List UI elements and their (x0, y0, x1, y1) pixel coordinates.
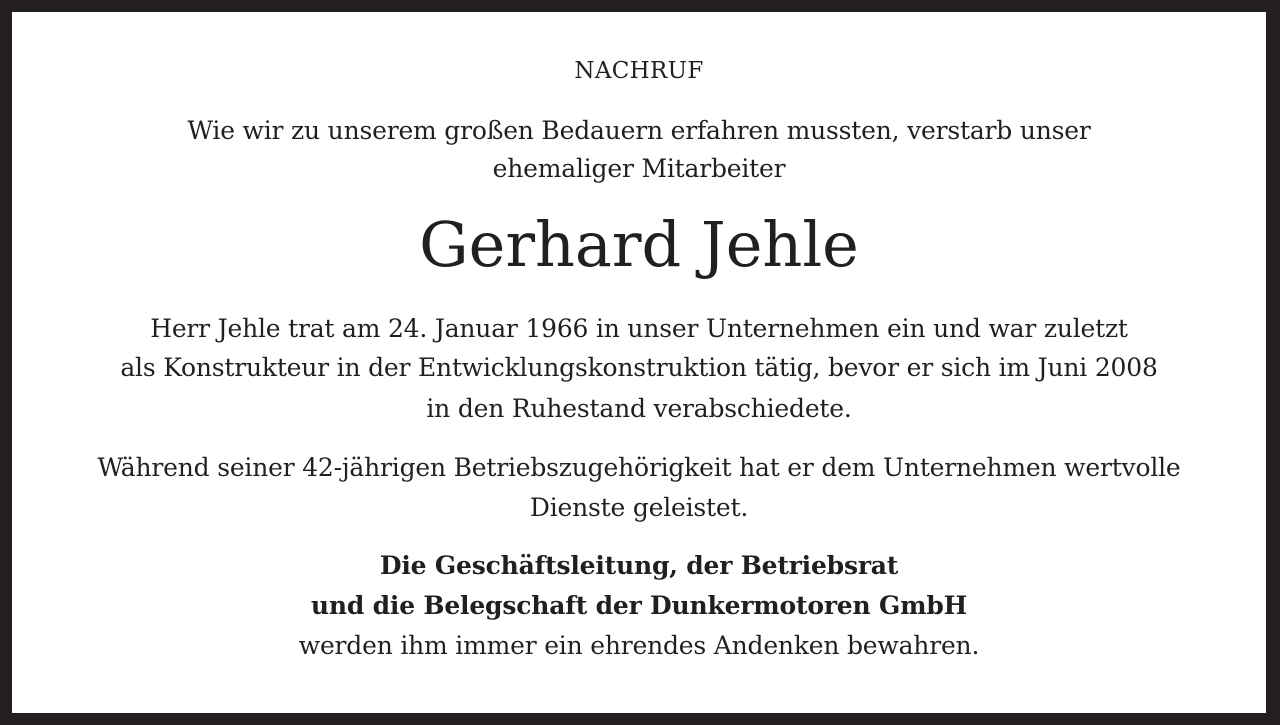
deceased-name: Gerhard Jehle (419, 208, 859, 281)
career-line-1: Herr Jehle trat am 24. Januar 1966 in unser Unternehmen ein und war zuletzt (150, 314, 1128, 343)
signature-line-2: und die Belegschaft der Dunkermotoren GmbH (310, 591, 968, 620)
intro-line-1: Wie wir zu unserem großen Bedauern erfahren mussten, verstarb unser (187, 116, 1091, 145)
signature-line-1: Die Geschäftsleitung, der Betriebsrat (379, 551, 899, 580)
career-line-2: als Konstrukteur in der Entwicklungskonstruktion tätig, bevor er sich im Juni 2008 (120, 353, 1158, 382)
career-line-3: in den Ruhestand verabschiedete. (426, 394, 852, 423)
intro-line-2: ehemaliger Mitarbeiter (492, 154, 786, 183)
obituary-notice (12, 12, 1266, 713)
service-line-1: Während seiner 42-jährigen Betriebszugehörigkeit hat er dem Unternehmen wertvolle (97, 453, 1181, 482)
service-line-2: Dienste geleistet. (529, 493, 749, 522)
closing-line: werden ihm immer ein ehrendes Andenken bewahren. (298, 631, 980, 660)
notice-heading: NACHRUF (574, 58, 704, 84)
